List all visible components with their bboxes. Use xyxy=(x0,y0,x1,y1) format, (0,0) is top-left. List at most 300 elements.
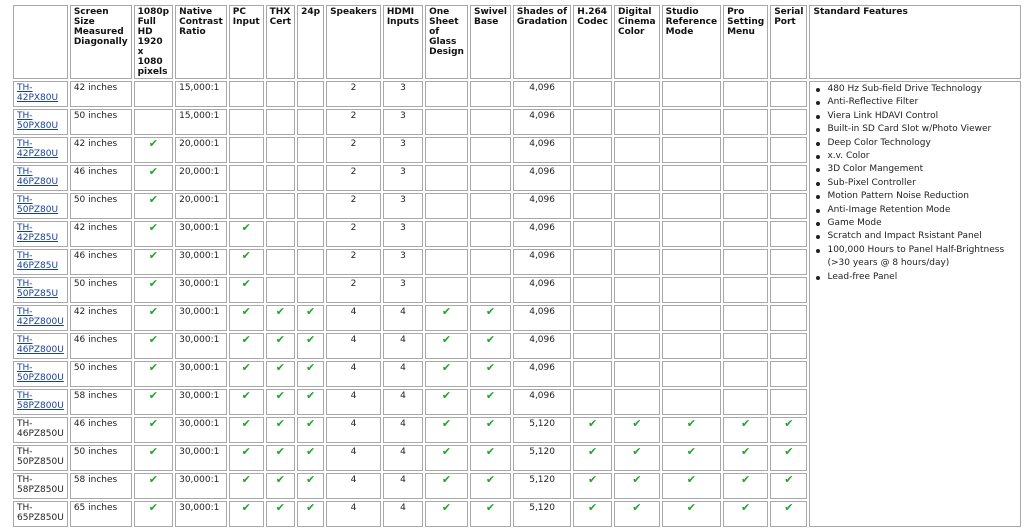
cell-digital-cinema xyxy=(614,389,660,415)
cell-size: 50 inches xyxy=(70,277,132,303)
check-icon: ✔ xyxy=(632,473,642,486)
check-icon: ✔ xyxy=(441,417,452,430)
cell-h264 xyxy=(573,249,612,275)
cell-hdmi: 4 xyxy=(383,445,423,471)
table-row xyxy=(13,81,1021,107)
cell-full-hd xyxy=(134,193,174,219)
header-h264: H.264 Codec xyxy=(573,5,612,79)
cell-size: 42 inches xyxy=(70,221,132,247)
cell-model xyxy=(13,389,68,415)
cell-studio-ref xyxy=(662,193,721,219)
cell-speakers: 2 xyxy=(326,193,381,219)
cell-full-hd xyxy=(134,305,174,331)
check-icon: ✔ xyxy=(241,445,251,458)
cell-serial xyxy=(770,165,807,191)
cell-full-hd xyxy=(134,473,174,499)
cell-hdmi: 3 xyxy=(383,193,423,219)
cell-h264 xyxy=(573,81,612,107)
cell-swivel xyxy=(470,417,511,443)
check-icon: ✔ xyxy=(241,417,251,430)
cell-hdmi: 4 xyxy=(383,501,423,527)
check-icon: ✔ xyxy=(632,501,642,514)
check-icon: ✔ xyxy=(588,417,598,430)
check-icon: ✔ xyxy=(784,417,794,430)
header-thx: THX Cert xyxy=(266,5,295,79)
feature-item: Scratch and Impact Rsistant Panel xyxy=(827,230,1017,243)
cell-contrast: 20,000:1 xyxy=(175,137,227,163)
feature-item: Game Mode xyxy=(827,217,1017,230)
cell-hdmi: 3 xyxy=(383,165,423,191)
check-icon: ✔ xyxy=(441,473,452,486)
feature-item: Viera Link HDAVI Control xyxy=(827,110,1017,123)
header-speakers: Speakers xyxy=(326,5,381,79)
cell-serial xyxy=(770,221,807,247)
cell-studio-ref xyxy=(662,137,721,163)
cell-digital-cinema xyxy=(614,193,660,219)
check-icon: ✔ xyxy=(148,333,158,346)
header-digital-cinema: Digital Cinema Color xyxy=(614,5,660,79)
feature-item: 480 Hz Sub-field Drive Technology xyxy=(827,83,1017,96)
cell-pro-menu xyxy=(723,277,768,303)
check-icon: ✔ xyxy=(305,361,316,374)
header-studio-ref: Studio Reference Mode xyxy=(662,5,721,79)
cell-pro-menu xyxy=(723,417,768,443)
feature-item: Anti-Reflective Filter xyxy=(827,96,1017,109)
cell-thx xyxy=(266,193,295,219)
cell-full-hd xyxy=(134,501,174,527)
header-model xyxy=(13,5,68,79)
cell-full-hd xyxy=(134,81,174,107)
model-link[interactable]: TH-42PZ800U xyxy=(17,307,64,327)
cell-serial xyxy=(770,445,807,471)
cell-pro-menu xyxy=(723,81,768,107)
cell-pro-menu xyxy=(723,333,768,359)
cell-size: 50 inches xyxy=(70,109,132,135)
cell-pro-menu xyxy=(723,305,768,331)
cell-24p xyxy=(297,389,324,415)
header-gradation: Shades of Gradation xyxy=(513,5,571,79)
cell-pc-input xyxy=(229,277,264,303)
cell-gradation: 5,120 xyxy=(513,473,571,499)
cell-pc-input xyxy=(229,389,264,415)
cell-24p xyxy=(297,417,324,443)
cell-pc-input xyxy=(229,473,264,499)
check-icon: ✔ xyxy=(305,473,316,486)
feature-item: Deep Color Technology xyxy=(827,137,1017,150)
check-icon: ✔ xyxy=(441,445,452,458)
cell-full-hd xyxy=(134,277,174,303)
cell-pro-menu xyxy=(723,501,768,527)
cell-model xyxy=(13,417,68,443)
model-link[interactable]: TH-58PZ800U xyxy=(17,391,64,411)
cell-one-sheet xyxy=(425,137,468,163)
check-icon: ✔ xyxy=(148,473,158,486)
cell-24p xyxy=(297,165,324,191)
cell-model xyxy=(13,137,68,163)
cell-contrast: 15,000:1 xyxy=(175,81,227,107)
model-link[interactable]: TH-50PZ85U xyxy=(17,279,59,299)
cell-serial xyxy=(770,389,807,415)
cell-digital-cinema xyxy=(614,109,660,135)
check-icon: ✔ xyxy=(241,277,251,290)
cell-gradation: 4,096 xyxy=(513,137,571,163)
cell-digital-cinema xyxy=(614,305,660,331)
check-icon: ✔ xyxy=(241,305,251,318)
cell-size: 50 inches xyxy=(70,361,132,387)
cell-swivel xyxy=(470,333,511,359)
cell-contrast: 30,000:1 xyxy=(175,417,227,443)
check-icon: ✔ xyxy=(148,417,158,430)
cell-gradation: 4,096 xyxy=(513,109,571,135)
cell-swivel xyxy=(470,361,511,387)
model-link[interactable]: TH-46PZ800U xyxy=(17,335,64,355)
cell-hdmi: 4 xyxy=(383,389,423,415)
model-link[interactable]: TH-46PZ80U xyxy=(17,167,59,187)
cell-size: 46 inches xyxy=(70,249,132,275)
cell-serial xyxy=(770,501,807,527)
check-icon: ✔ xyxy=(148,389,158,402)
check-icon: ✔ xyxy=(588,473,598,486)
check-icon: ✔ xyxy=(588,445,598,458)
cell-model xyxy=(13,109,68,135)
cell-one-sheet xyxy=(425,361,468,387)
check-icon: ✔ xyxy=(275,501,285,514)
check-icon: ✔ xyxy=(241,473,251,486)
cell-swivel xyxy=(470,137,511,163)
cell-one-sheet xyxy=(425,109,468,135)
cell-h264 xyxy=(573,165,612,191)
check-icon: ✔ xyxy=(148,277,158,290)
cell-full-hd xyxy=(134,109,174,135)
check-icon: ✔ xyxy=(441,501,452,514)
cell-studio-ref xyxy=(662,305,721,331)
cell-serial xyxy=(770,417,807,443)
cell-hdmi: 4 xyxy=(383,417,423,443)
check-icon: ✔ xyxy=(241,221,251,234)
cell-studio-ref xyxy=(662,389,721,415)
cell-h264 xyxy=(573,445,612,471)
check-icon: ✔ xyxy=(148,221,158,234)
cell-gradation: 4,096 xyxy=(513,333,571,359)
cell-contrast: 30,000:1 xyxy=(175,221,227,247)
cell-pc-input xyxy=(229,221,264,247)
cell-digital-cinema xyxy=(614,445,660,471)
cell-one-sheet xyxy=(425,81,468,107)
check-icon: ✔ xyxy=(148,501,158,514)
cell-thx xyxy=(266,165,295,191)
cell-one-sheet xyxy=(425,333,468,359)
cell-gradation: 5,120 xyxy=(513,501,571,527)
cell-contrast: 30,000:1 xyxy=(175,249,227,275)
cell-24p xyxy=(297,333,324,359)
standard-features-list xyxy=(813,83,1017,284)
cell-contrast: 30,000:1 xyxy=(175,361,227,387)
cell-h264 xyxy=(573,277,612,303)
cell-pc-input xyxy=(229,193,264,219)
feature-item: x.v. Color xyxy=(827,150,1017,163)
header-pro-menu: Pro Setting Menu xyxy=(723,5,768,79)
cell-gradation: 5,120 xyxy=(513,417,571,443)
check-icon: ✔ xyxy=(441,305,452,318)
feature-item: Motion Pattern Noise Reduction xyxy=(827,190,1017,203)
cell-speakers: 2 xyxy=(326,249,381,275)
model-link[interactable]: TH-42PZ80U xyxy=(17,139,59,159)
check-icon: ✔ xyxy=(485,473,496,486)
header-standard-features: Standard Features xyxy=(809,5,1021,79)
cell-pc-input xyxy=(229,361,264,387)
check-icon: ✔ xyxy=(441,361,452,374)
cell-hdmi: 3 xyxy=(383,109,423,135)
cell-full-hd xyxy=(134,137,174,163)
cell-pro-menu xyxy=(723,193,768,219)
check-icon: ✔ xyxy=(148,137,158,150)
check-icon: ✔ xyxy=(241,333,251,346)
cell-contrast: 30,000:1 xyxy=(175,473,227,499)
cell-speakers: 4 xyxy=(326,361,381,387)
cell-hdmi: 4 xyxy=(383,305,423,331)
cell-swivel xyxy=(470,165,511,191)
header-full-hd: 1080p Full HD 1920 x 1080 pixels xyxy=(134,5,174,79)
cell-gradation: 4,096 xyxy=(513,361,571,387)
check-icon: ✔ xyxy=(441,333,452,346)
cell-pro-menu xyxy=(723,249,768,275)
header-one-sheet: One Sheet of Glass Design xyxy=(425,5,468,79)
cell-studio-ref xyxy=(662,501,721,527)
check-icon: ✔ xyxy=(275,389,285,402)
header-hdmi: HDMI Inputs xyxy=(383,5,423,79)
feature-item: Built-in SD Card Slot w/Photo Viewer xyxy=(827,123,1017,136)
check-icon: ✔ xyxy=(741,445,751,458)
cell-size: 58 inches xyxy=(70,389,132,415)
cell-full-hd xyxy=(134,165,174,191)
cell-thx xyxy=(266,361,295,387)
check-icon: ✔ xyxy=(686,417,696,430)
check-icon: ✔ xyxy=(784,445,794,458)
cell-hdmi: 3 xyxy=(383,81,423,107)
cell-one-sheet xyxy=(425,249,468,275)
cell-swivel xyxy=(470,193,511,219)
header-swivel: Swivel Base xyxy=(470,5,511,79)
cell-h264 xyxy=(573,137,612,163)
cell-full-hd xyxy=(134,417,174,443)
cell-one-sheet xyxy=(425,473,468,499)
cell-contrast: 30,000:1 xyxy=(175,333,227,359)
check-icon: ✔ xyxy=(686,501,696,514)
cell-one-sheet xyxy=(425,389,468,415)
cell-h264 xyxy=(573,305,612,331)
cell-model xyxy=(13,501,68,527)
cell-studio-ref xyxy=(662,165,721,191)
cell-digital-cinema xyxy=(614,277,660,303)
cell-pc-input xyxy=(229,249,264,275)
cell-serial xyxy=(770,473,807,499)
check-icon: ✔ xyxy=(305,305,316,318)
check-icon: ✔ xyxy=(485,417,496,430)
cell-24p xyxy=(297,361,324,387)
cell-digital-cinema xyxy=(614,501,660,527)
cell-contrast: 15,000:1 xyxy=(175,109,227,135)
model-link[interactable]: TH-50PX80U xyxy=(17,111,59,131)
check-icon: ✔ xyxy=(686,473,696,486)
cell-h264 xyxy=(573,193,612,219)
check-icon: ✔ xyxy=(784,473,794,486)
cell-h264 xyxy=(573,221,612,247)
cell-studio-ref xyxy=(662,109,721,135)
cell-24p xyxy=(297,277,324,303)
model-link[interactable]: TH-50PZ80U xyxy=(17,195,59,215)
cell-contrast: 30,000:1 xyxy=(175,389,227,415)
cell-thx xyxy=(266,249,295,275)
cell-serial xyxy=(770,277,807,303)
check-icon: ✔ xyxy=(275,445,285,458)
check-icon: ✔ xyxy=(741,501,751,514)
cell-gradation: 5,120 xyxy=(513,445,571,471)
cell-pc-input xyxy=(229,445,264,471)
cell-studio-ref xyxy=(662,361,721,387)
cell-full-hd xyxy=(134,221,174,247)
cell-thx xyxy=(266,109,295,135)
cell-model xyxy=(13,445,68,471)
cell-digital-cinema xyxy=(614,249,660,275)
cell-gradation: 4,096 xyxy=(513,81,571,107)
model-link[interactable]: TH-42PZ85U xyxy=(17,223,59,243)
cell-24p xyxy=(297,109,324,135)
cell-speakers: 4 xyxy=(326,445,381,471)
cell-full-hd xyxy=(134,333,174,359)
cell-size: 58 inches xyxy=(70,473,132,499)
comparison-table xyxy=(11,3,1023,529)
cell-24p xyxy=(297,445,324,471)
cell-thx xyxy=(266,417,295,443)
cell-h264 xyxy=(573,109,612,135)
check-icon: ✔ xyxy=(485,501,496,514)
check-icon: ✔ xyxy=(632,445,642,458)
cell-contrast: 20,000:1 xyxy=(175,193,227,219)
cell-gradation: 4,096 xyxy=(513,305,571,331)
cell-size: 46 inches xyxy=(70,333,132,359)
cell-contrast: 30,000:1 xyxy=(175,305,227,331)
check-icon: ✔ xyxy=(485,445,496,458)
model-link[interactable]: TH-46PZ85U xyxy=(17,251,59,271)
check-icon: ✔ xyxy=(741,473,751,486)
cell-speakers: 4 xyxy=(326,417,381,443)
cell-digital-cinema xyxy=(614,361,660,387)
check-icon: ✔ xyxy=(148,193,158,206)
cell-studio-ref xyxy=(662,445,721,471)
cell-speakers: 4 xyxy=(326,473,381,499)
cell-serial xyxy=(770,333,807,359)
cell-24p xyxy=(297,305,324,331)
cell-size: 50 inches xyxy=(70,193,132,219)
header-24p: 24p xyxy=(297,5,324,79)
cell-model xyxy=(13,249,68,275)
cell-digital-cinema xyxy=(614,81,660,107)
cell-one-sheet xyxy=(425,417,468,443)
cell-digital-cinema xyxy=(614,417,660,443)
cell-size: 42 inches xyxy=(70,137,132,163)
cell-24p xyxy=(297,501,324,527)
cell-speakers: 2 xyxy=(326,221,381,247)
cell-studio-ref xyxy=(662,249,721,275)
feature-item: 3D Color Mangement xyxy=(827,163,1017,176)
cell-swivel xyxy=(470,221,511,247)
cell-digital-cinema xyxy=(614,221,660,247)
model-link[interactable]: TH-50PZ800U xyxy=(17,363,64,383)
check-icon: ✔ xyxy=(305,389,316,402)
cell-24p xyxy=(297,249,324,275)
cell-contrast: 30,000:1 xyxy=(175,445,227,471)
cell-hdmi: 4 xyxy=(383,473,423,499)
cell-digital-cinema xyxy=(614,137,660,163)
cell-swivel xyxy=(470,305,511,331)
check-icon: ✔ xyxy=(305,445,316,458)
check-icon: ✔ xyxy=(441,389,452,402)
cell-swivel xyxy=(470,501,511,527)
cell-gradation: 4,096 xyxy=(513,277,571,303)
cell-model xyxy=(13,333,68,359)
check-icon: ✔ xyxy=(241,501,251,514)
check-icon: ✔ xyxy=(305,417,316,430)
cell-full-hd xyxy=(134,389,174,415)
cell-thx xyxy=(266,501,295,527)
cell-digital-cinema xyxy=(614,333,660,359)
cell-pro-menu xyxy=(723,361,768,387)
cell-digital-cinema xyxy=(614,165,660,191)
model-link[interactable]: TH-42PX80U xyxy=(17,83,59,103)
check-icon: ✔ xyxy=(148,249,158,262)
cell-thx xyxy=(266,137,295,163)
cell-gradation: 4,096 xyxy=(513,389,571,415)
cell-gradation: 4,096 xyxy=(513,193,571,219)
cell-hdmi: 3 xyxy=(383,137,423,163)
cell-full-hd xyxy=(134,361,174,387)
cell-model xyxy=(13,305,68,331)
cell-24p xyxy=(297,81,324,107)
cell-24p xyxy=(297,193,324,219)
cell-studio-ref xyxy=(662,473,721,499)
cell-digital-cinema xyxy=(614,473,660,499)
model-name: TH-58PZ850U xyxy=(17,475,64,495)
standard-features-cell xyxy=(809,81,1021,527)
cell-thx xyxy=(266,389,295,415)
cell-gradation: 4,096 xyxy=(513,221,571,247)
check-icon: ✔ xyxy=(305,333,316,346)
cell-pc-input xyxy=(229,305,264,331)
cell-one-sheet xyxy=(425,305,468,331)
cell-thx xyxy=(266,305,295,331)
cell-thx xyxy=(266,221,295,247)
check-icon: ✔ xyxy=(241,249,251,262)
cell-one-sheet xyxy=(425,193,468,219)
cell-studio-ref xyxy=(662,81,721,107)
header-pc-input: PC Input xyxy=(229,5,264,79)
cell-studio-ref xyxy=(662,221,721,247)
cell-speakers: 4 xyxy=(326,389,381,415)
check-icon: ✔ xyxy=(588,501,598,514)
cell-h264 xyxy=(573,473,612,499)
model-name: TH-46PZ850U xyxy=(17,419,64,439)
cell-speakers: 4 xyxy=(326,305,381,331)
cell-speakers: 2 xyxy=(326,165,381,191)
cell-size: 46 inches xyxy=(70,417,132,443)
cell-studio-ref xyxy=(662,277,721,303)
cell-thx xyxy=(266,473,295,499)
cell-contrast: 30,000:1 xyxy=(175,277,227,303)
cell-studio-ref xyxy=(662,333,721,359)
check-icon: ✔ xyxy=(632,417,642,430)
header-contrast: Native Contrast Ratio xyxy=(175,5,227,79)
cell-size: 50 inches xyxy=(70,445,132,471)
